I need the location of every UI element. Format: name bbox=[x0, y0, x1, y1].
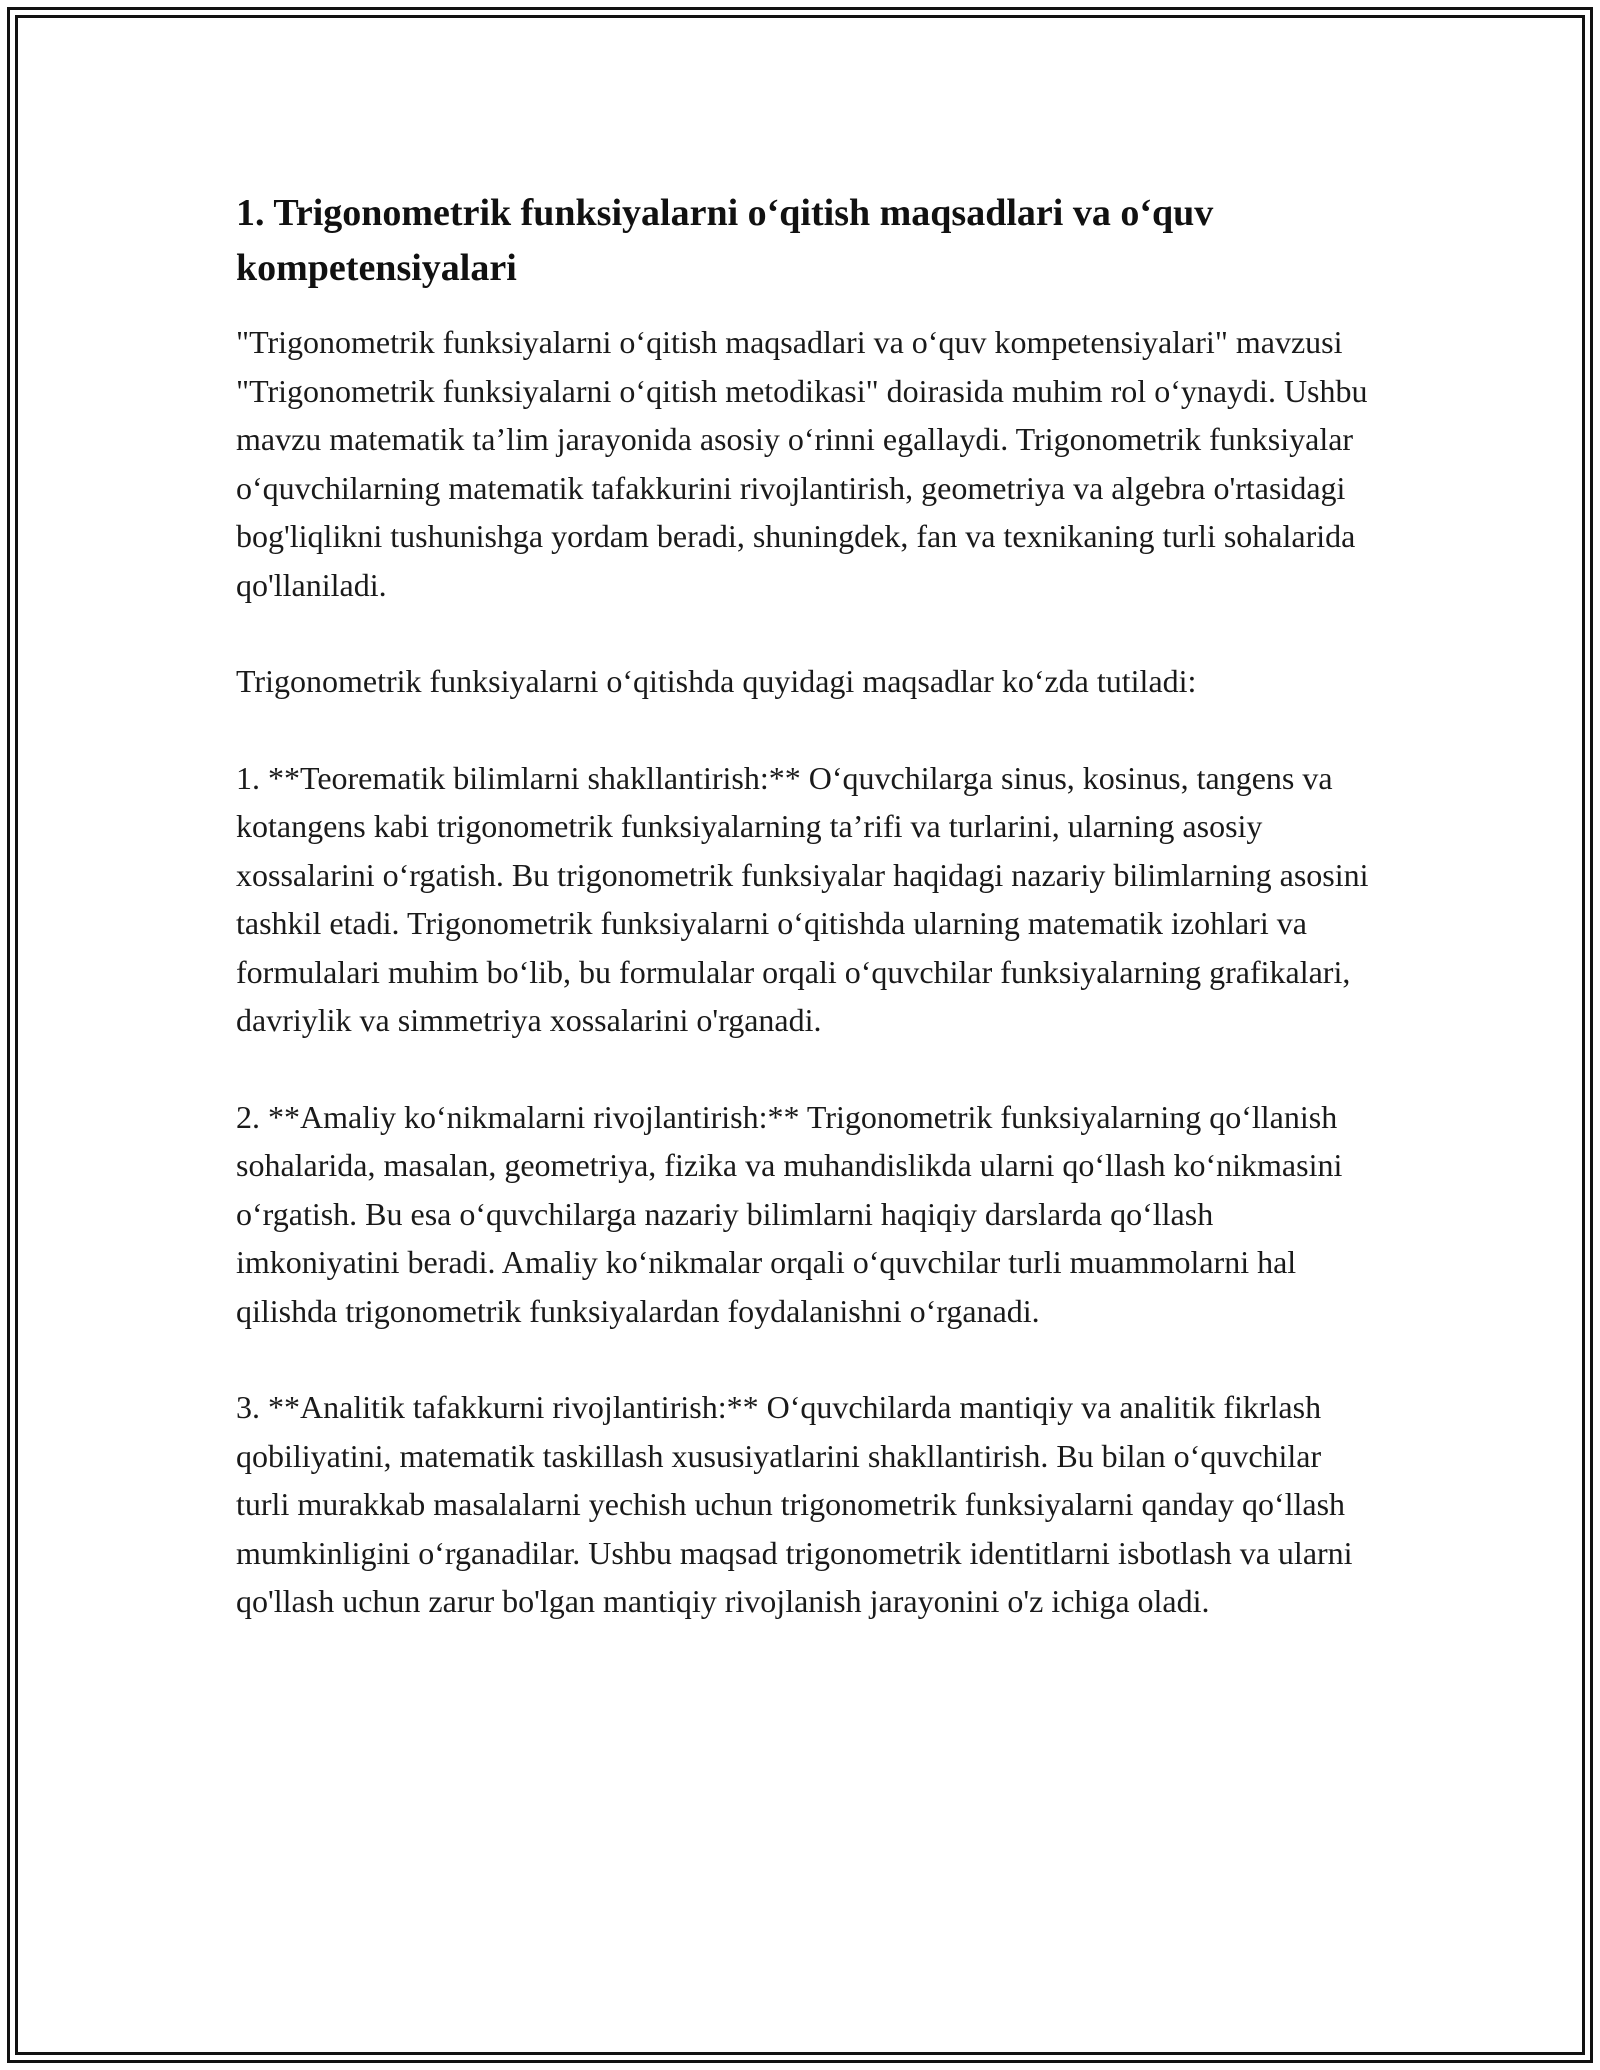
goal-item-1: 1. **Teorematik bilimlarni shakllantirish:** O‘quvchilarga sinus, kosinus, tangens va kotangens kabi trigonometrik funksiyalarning ta’rifi va turlarini, ularning asosiy xossalarini o‘rgatish. Bu trigonometrik funksiyalar haqidagi nazariy bilimlarning asosini tashkil etadi. Trigonometrik funksiyalarni o‘qitishda ularning matematik izohlari va formulalari muhim bo‘lib, bu formulalar orqali o‘quvchilar funksiyalarning grafikalari, davriylik va simmetriya xossalarini o'rganadi. bbox=[236, 759, 1369, 1038]
goal-item-3: 3. **Analitik tafakkurni rivojlantirish:** O‘quvchilarda mantiqiy va analitik fikrlash qobiliyatini, matematik taskillash xususiyatlarini shakllantirish. Bu bilan o‘quvchilar turli murakkab masalalarni yechish uchun trigonometrik funksiyalarni qanday qo‘llash mumkinligini o‘rganadilar. Ushbu maqsad trigonometrik identitlarni isbotlash va ularni qo'llash uchun zarur bo'lgan mantiqiy rivojlanish jarayonini o'z ichiga oladi. bbox=[236, 1389, 1353, 1619]
section-heading: 1. Trigonometrik funksiyalarni o‘qitish maqsadlari va o‘quv kompetensiyalari bbox=[236, 192, 1214, 289]
document-body bbox=[236, 186, 1376, 1674]
intro-paragraph: "Trigonometrik funksiyalarni o‘qitish maqsadlari va o‘quv kompetensiyalari" mavzusi "Trigonometrik funksiyalarni o‘qitish metodikasi" doirasida muhim rol o‘ynaydi. Ushbu mavzu matematik ta’lim jarayonida asosiy o‘rinni egallaydi. Trigonometrik funksiyalar o‘quvchilarning matematik tafakkurini rivojlantirish, geometriya va algebra o'rtasidagi bog'liqlikni tushunishga yordam beradi, shuningdek, fan va texnikaning turli sohalarida qo'llaniladi. bbox=[236, 324, 1368, 603]
goals-lead-paragraph: Trigonometrik funksiyalarni o‘qitishda quyidagi maqsadlar ko‘zda tutiladi: bbox=[236, 663, 1197, 699]
goal-item-2: 2. **Amaliy ko‘nikmalarni rivojlantirish:** Trigonometrik funksiyalarning qo‘llanish sohalarida, masalan, geometriya, fizika va muhandislikda ularni qo‘llash ko‘nikmasini o‘rgatish. Bu esa o‘quvchilarga nazariy bilimlarni haqiqiy darslarda qo‘llash imkoniyatini beradi. Amaliy ko‘nikmalar orqali o‘quvchilar turli muammolarni hal qilishda trigonometrik funksiyalardan foydalanishni o‘rganadi. bbox=[236, 1098, 1343, 1329]
